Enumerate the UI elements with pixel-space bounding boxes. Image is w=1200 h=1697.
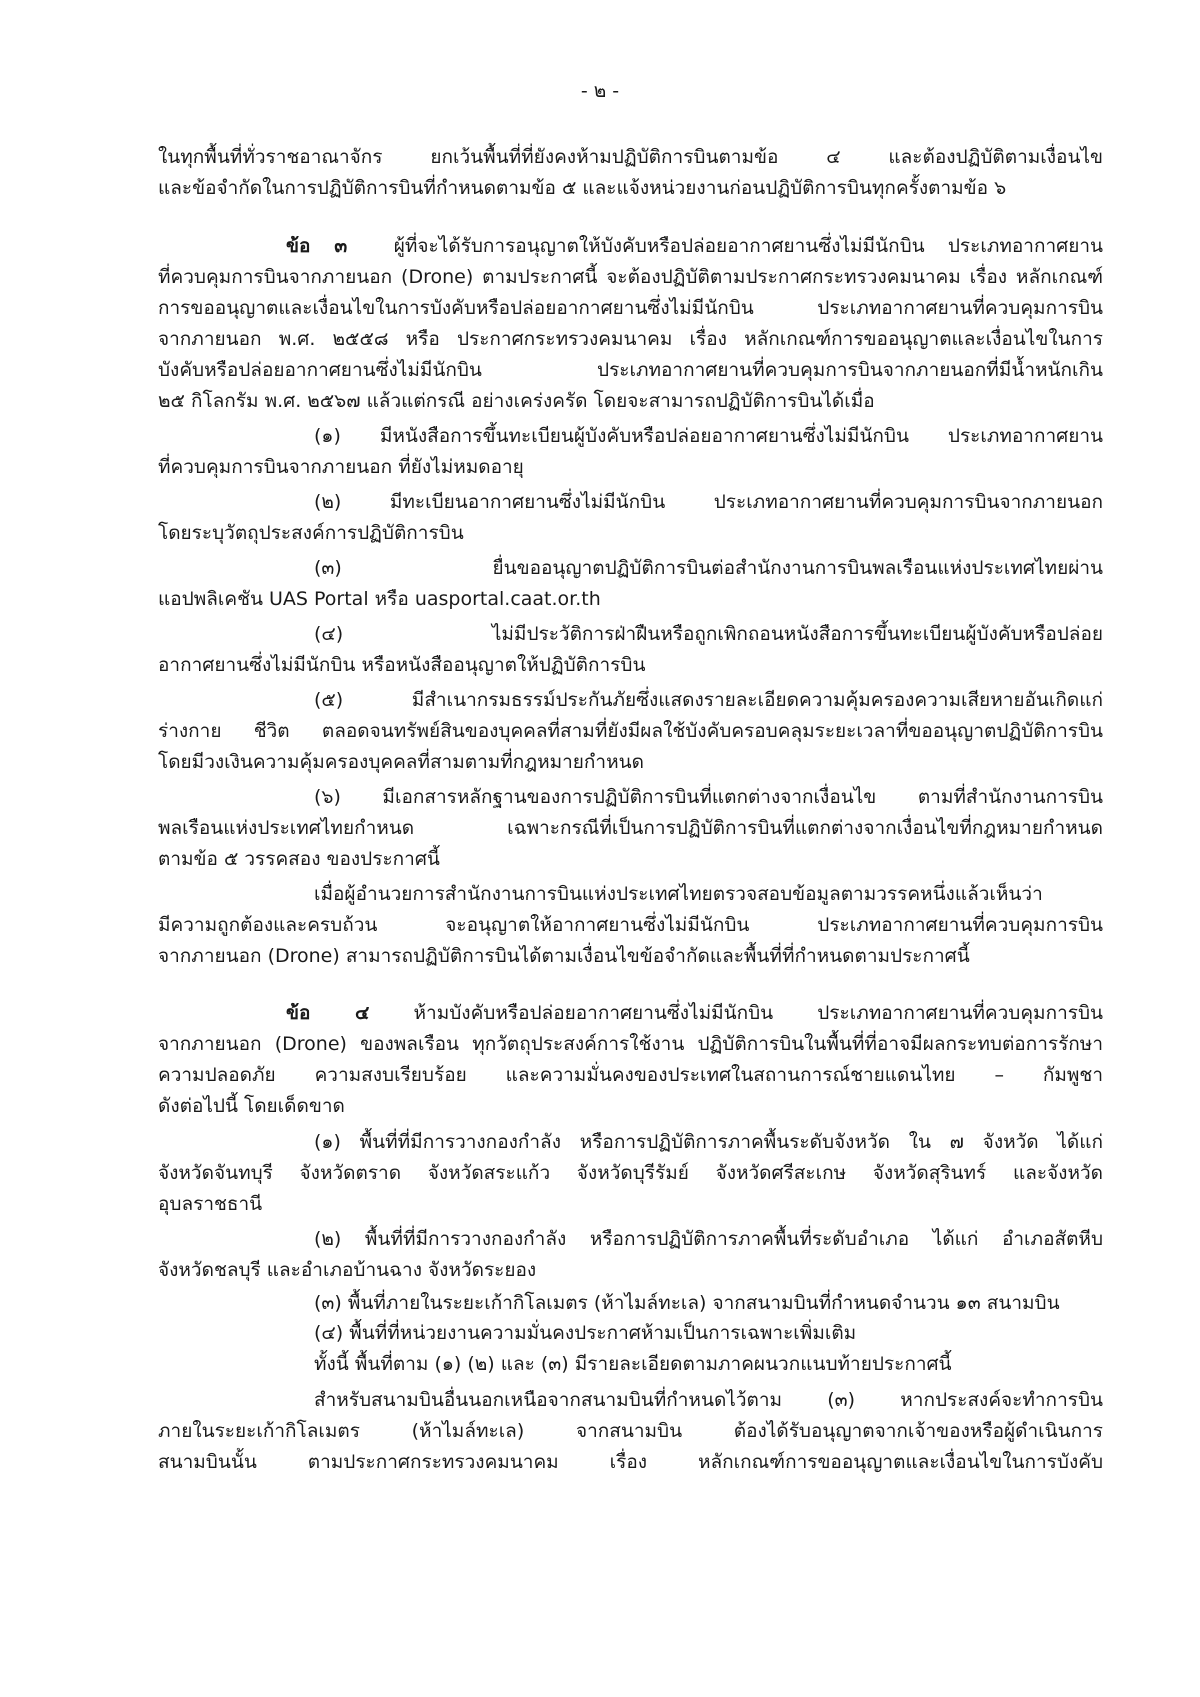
clause3-item5-line-1: (๕) มีสำเนากรมธรรม์ประกันภัยซึ่งแสดงรายละเอียดความคุ้มครองความเสียหายอันเกิดแก่ — [314, 689, 1103, 711]
clause3-item4-line-2: อากาศยานซึ่งไม่มีนักบิน หรือหนังสืออนุญาตให้ปฏิบัติการบิน — [158, 654, 646, 676]
clause3-line-3: การขออนุญาตและเงื่อนไขในการบังคับหรือปล่อยอากาศยานซึ่งไม่มีนักบิน ประเภทอากาศยานที่ควบคุมการบิน — [158, 297, 1103, 319]
clause4-item4: (๔) พื้นที่ที่หน่วยงานความมั่นคงประกาศห้ามเป็นการเฉพาะเพิ่มเติม — [314, 1322, 857, 1344]
clause4-para2-line-3: สนามบินนั้น ตามประกาศกระทรวงคมนาคม เรื่อง หลักเกณฑ์การขออนุญาตและเงื่อนไขในการบังคับ — [158, 1451, 1103, 1473]
clause2-line-1: ในทุกพื้นที่ทั่วราชอาณาจักร ยกเว้นพื้นที่ที่ยังคงห้ามปฏิบัติการบินตามข้อ ๔ และต้องปฏิบัติตามเงื่อนไข — [158, 146, 1103, 168]
clause3-para2-line-2: มีความถูกต้องและครบถ้วน จะอนุญาตให้อากาศยานซึ่งไม่มีนักบิน ประเภทอากาศยานที่ควบคุมการบิน — [158, 914, 1103, 936]
clause3-line-6: ๒๕ กิโลกรัม พ.ศ. ๒๕๖๗ แล้วแต่กรณี อย่างเคร่งครัด โดยจะสามารถปฏิบัติการบินได้เมื่อ — [158, 390, 875, 412]
clause4-label: ข้อ ๔ — [286, 1002, 370, 1024]
clause3-line-2: ที่ควบคุมการบินจากภายนอก (Drone) ตามประกาศนี้ จะต้องปฏิบัติตามประกาศกระทรวงคมนาคม เรื่อง หลักเกณฑ์ — [158, 266, 1103, 288]
clause3-item1-line-2: ที่ควบคุมการบินจากภายนอก ที่ยังไม่หมดอายุ — [158, 456, 524, 478]
clause3-line-4: จากภายนอก พ.ศ. ๒๕๕๘ หรือ ประกาศกระทรวงคมนาคม เรื่อง หลักเกณฑ์การขออนุญาตและเงื่อนไขในการ — [158, 328, 1103, 350]
clause4-item2-line-1: (๒) พื้นที่ที่มีการวางกองกำลัง หรือการปฏิบัติการภาคพื้นที่ระดับอำเภอ ได้แก่ อำเภอสัตหีบ — [314, 1228, 1103, 1250]
clause3-item6-line-3: ตามข้อ ๕ วรรคสอง ของประกาศนี้ — [158, 848, 440, 870]
clause4-line-1 — [286, 998, 1103, 1028]
clause4-para2-line-1: สำหรับสนามบินอื่นนอกเหนือจากสนามบินที่กำหนดไว้ตาม (๓) หากประสงค์จะทำการบิน — [314, 1389, 1103, 1411]
clause3-item2-line-2: โดยระบุวัตถุประสงค์การปฏิบัติการบิน — [158, 522, 464, 544]
clause2-line-2: และข้อจำกัดในการปฏิบัติการบินที่กำหนดตามข้อ ๕ และแจ้งหน่วยงานก่อนปฏิบัติการบินทุกครั้งตามข้อ ๖ — [158, 177, 1007, 199]
clause4-note: ทั้งนี้ พื้นที่ตาม (๑) (๒) และ (๓) มีรายละเอียดตามภาคผนวกแนบท้ายประกาศนี้ — [314, 1353, 952, 1375]
clause3-line-1-text: ผู้ที่จะได้รับการอนุญาตให้บังคับหรือปล่อยอากาศยานซึ่งไม่มีนักบิน ประเภทอากาศยาน — [393, 235, 1103, 257]
clause3-item5-line-3: โดยมีวงเงินความคุ้มครองบุคคลที่สามตามที่กฎหมายกำหนด — [158, 751, 644, 773]
clause4-item2-line-2: จังหวัดชลบุรี และอำเภอบ้านฉาง จังหวัดระยอง — [158, 1259, 537, 1281]
clause3-label: ข้อ ๓ — [286, 235, 348, 257]
page-number: - ๒ - — [580, 80, 620, 102]
clause4-item1-line-2: จังหวัดจันทบุรี จังหวัดตราด จังหวัดสระแก้ว จังหวัดบุรีรัมย์ จังหวัดศรีสะเกษ จังหวัดสุรินทร์ และจังหวัด — [158, 1162, 1103, 1184]
clause3-para2-line-1: เมื่อผู้อำนวยการสำนักงานการบินแห่งประเทศไทยตรวจสอบข้อมูลตามวรรคหนึ่งแล้วเห็นว่า — [314, 883, 1043, 905]
clause3-item3-line-2: แอปพลิเคชัน UAS Portal หรือ uasportal.caat.or.th — [158, 588, 601, 610]
clause4-para2-line-2: ภายในระยะเก้ากิโลเมตร (ห้าไมล์ทะเล) จากสนามบิน ต้องได้รับอนุญาตจากเจ้าของหรือผู้ดำเนินการ — [158, 1420, 1103, 1442]
clause3-item6-line-2: พลเรือนแห่งประเทศไทยกำหนด เฉพาะกรณีที่เป็นการปฏิบัติการบินที่แตกต่างจากเงื่อนไขที่กฎหมายกำหนด — [158, 817, 1103, 839]
clause3-item5-line-2: ร่างกาย ชีวิต ตลอดจนทรัพย์สินของบุคคลที่สามที่ยังมีผลใช้บังคับครอบคลุมระยะเวลาที่ขออนุญาตปฏิบัติการบิน — [158, 720, 1103, 742]
clause3-line-5: บังคับหรือปล่อยอากาศยานซึ่งไม่มีนักบิน ประเภทอากาศยานที่ควบคุมการบินจากภายนอกที่มีน้ำหนักเกิน — [158, 359, 1103, 381]
clause3-item3-line-1: (๓) ยื่นขออนุญาตปฏิบัติการบินต่อสำนักงานการบินพลเรือนแห่งประเทศไทยผ่าน — [314, 557, 1103, 579]
clause4-line-4: ดังต่อไปนี้ โดยเด็ดขาด — [158, 1095, 345, 1117]
clause3-para2-line-3: จากภายนอก (Drone) สามารถปฏิบัติการบินได้ตามเงื่อนไขข้อจำกัดและพื้นที่ที่กำหนดตามประกาศนี้ — [158, 945, 970, 967]
clause4-line-1-text: ห้ามบังคับหรือปล่อยอากาศยานซึ่งไม่มีนักบิน ประเภทอากาศยานที่ควบคุมการบิน — [413, 1002, 1103, 1024]
clause3-item4-line-1: (๔) ไม่มีประวัติการฝ่าฝืนหรือถูกเพิกถอนหนังสือการขึ้นทะเบียนผู้บังคับหรือปล่อย — [314, 623, 1103, 645]
clause3-item2-line-1: (๒) มีทะเบียนอากาศยานซึ่งไม่มีนักบิน ประเภทอากาศยานที่ควบคุมการบินจากภายนอก — [314, 491, 1103, 513]
clause3-item6-line-1: (๖) มีเอกสารหลักฐานของการปฏิบัติการบินที่แตกต่างจากเงื่อนไข ตามที่สำนักงานการบิน — [314, 786, 1103, 808]
clause4-line-3: ความปลอดภัย ความสงบเรียบร้อย และความมั่นคงของประเทศในสถานการณ์ชายแดนไทย – กัมพูชา — [158, 1064, 1103, 1086]
clause4-line-2: จากภายนอก (Drone) ของพลเรือน ทุกวัตถุประสงค์การใช้งาน ปฏิบัติการบินในพื้นที่ที่อาจมีผลกระทบต่อการรักษา — [158, 1033, 1103, 1055]
clause4-item1-line-3: อุบลราชธานี — [158, 1193, 263, 1215]
clause3-item1-line-1: (๑) มีหนังสือการขึ้นทะเบียนผู้บังคับหรือปล่อยอากาศยานซึ่งไม่มีนักบิน ประเภทอากาศยาน — [314, 425, 1103, 447]
clause4-item3: (๓) พื้นที่ภายในระยะเก้ากิโลเมตร (ห้าไมล์ทะเล) จากสนามบินที่กำหนดจำนวน ๑๓ สนามบิน — [314, 1292, 1060, 1314]
clause4-item1-line-1: (๑) พื้นที่ที่มีการวางกองกำลัง หรือการปฏิบัติการภาคพื้นระดับจังหวัด ใน ๗ จังหวัด ได้แก่ — [314, 1131, 1103, 1153]
clause3-line-1 — [286, 231, 1103, 261]
